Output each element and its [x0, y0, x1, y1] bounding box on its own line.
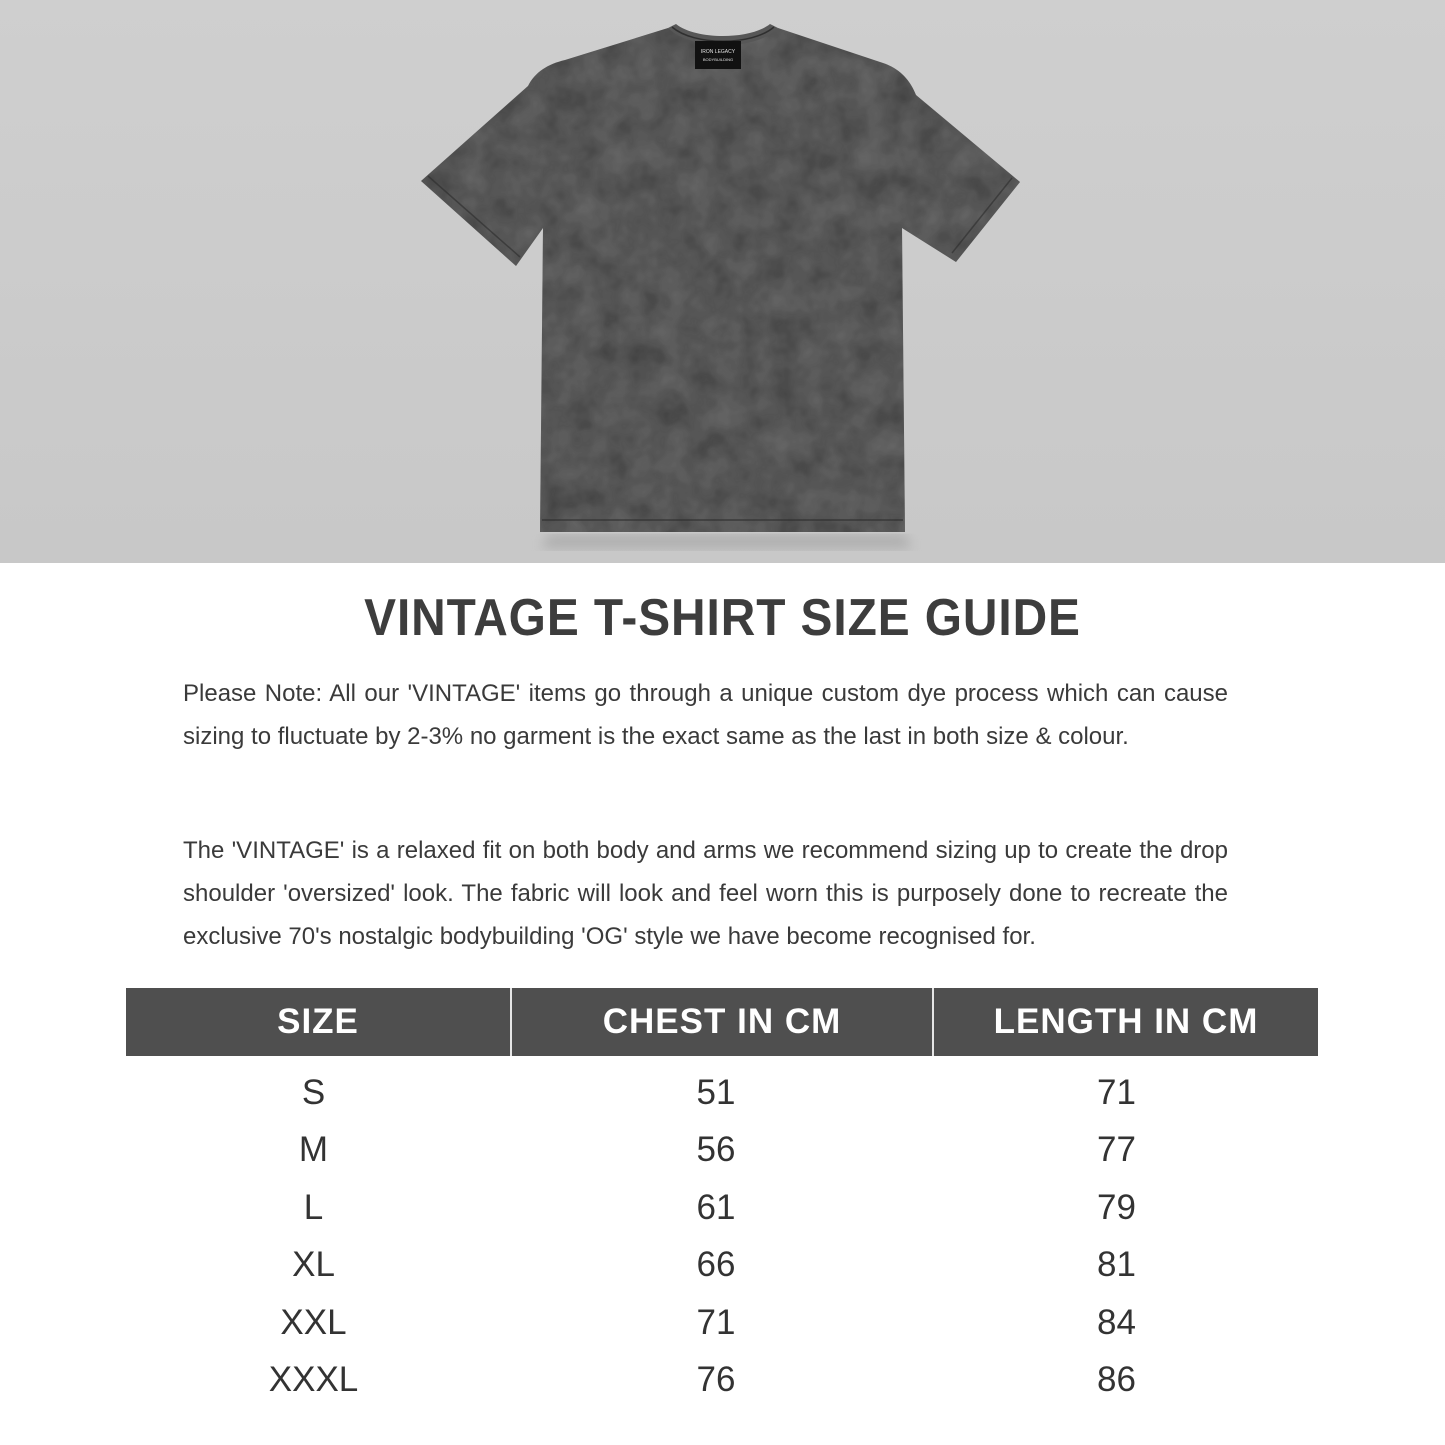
- fit-note: The 'VINTAGE' is a relaxed fit on both body and arms we recommend sizing up to create the drop shoulder 'oversized' look. The fabric will look and feel worn this is purposely done to recreate the exclusive 70's nostalgic bodybuilding 'OG' style we have become recognised for.: [183, 837, 1228, 950]
- table-row: [126, 1237, 1318, 1295]
- product-photo: [0, 0, 1445, 563]
- table-row: [126, 1294, 1318, 1352]
- svg-text:BODYBUILDING: BODYBUILDING: [702, 57, 734, 62]
- length-cell: 71: [1097, 1072, 1136, 1112]
- table-header-row: [126, 988, 1318, 1056]
- page-title: VINTAGE T-SHIRT SIZE GUIDE: [364, 589, 1081, 647]
- svg-text:IRON LEGACY: IRON LEGACY: [700, 49, 736, 55]
- length-cell: 79: [1097, 1187, 1136, 1227]
- size-cell: S: [301, 1072, 326, 1112]
- length-cell: 77: [1097, 1130, 1136, 1170]
- size-cell: L: [303, 1187, 324, 1227]
- chest-cell: 56: [696, 1130, 736, 1170]
- header-chest: CHEST IN CM: [511, 988, 933, 1056]
- size-cell: XXXL: [268, 1360, 359, 1400]
- length-cell: 81: [1097, 1245, 1136, 1285]
- size-table: [126, 988, 1318, 1409]
- chest-cell: 71: [696, 1302, 736, 1342]
- size-cell: XXL: [280, 1302, 347, 1342]
- table-row: [126, 1352, 1318, 1410]
- sizing-note: Please Note: All our 'VINTAGE' items go through a unique custom dye process which can cause sizing to fluctuate by 2-3% no garment is the exact same as the last in both size & colour.: [183, 680, 1228, 750]
- table-row: [126, 1122, 1318, 1180]
- chest-cell: 66: [696, 1245, 736, 1285]
- table-row: [126, 1056, 1318, 1122]
- tshirt-image: [0, 0, 1445, 563]
- chest-cell: 76: [696, 1360, 736, 1400]
- neck-label: [695, 41, 741, 69]
- size-cell: XL: [292, 1245, 335, 1285]
- header-length: LENGTH IN CM: [933, 988, 1318, 1056]
- size-cell: M: [298, 1130, 329, 1170]
- chest-cell: 61: [696, 1187, 736, 1227]
- chest-cell: 51: [696, 1072, 736, 1112]
- length-cell: 86: [1097, 1360, 1136, 1400]
- length-cell: 84: [1097, 1302, 1136, 1342]
- header-size: SIZE: [126, 988, 511, 1056]
- tshirt-body: [421, 28, 1020, 532]
- table-row: [126, 1179, 1318, 1237]
